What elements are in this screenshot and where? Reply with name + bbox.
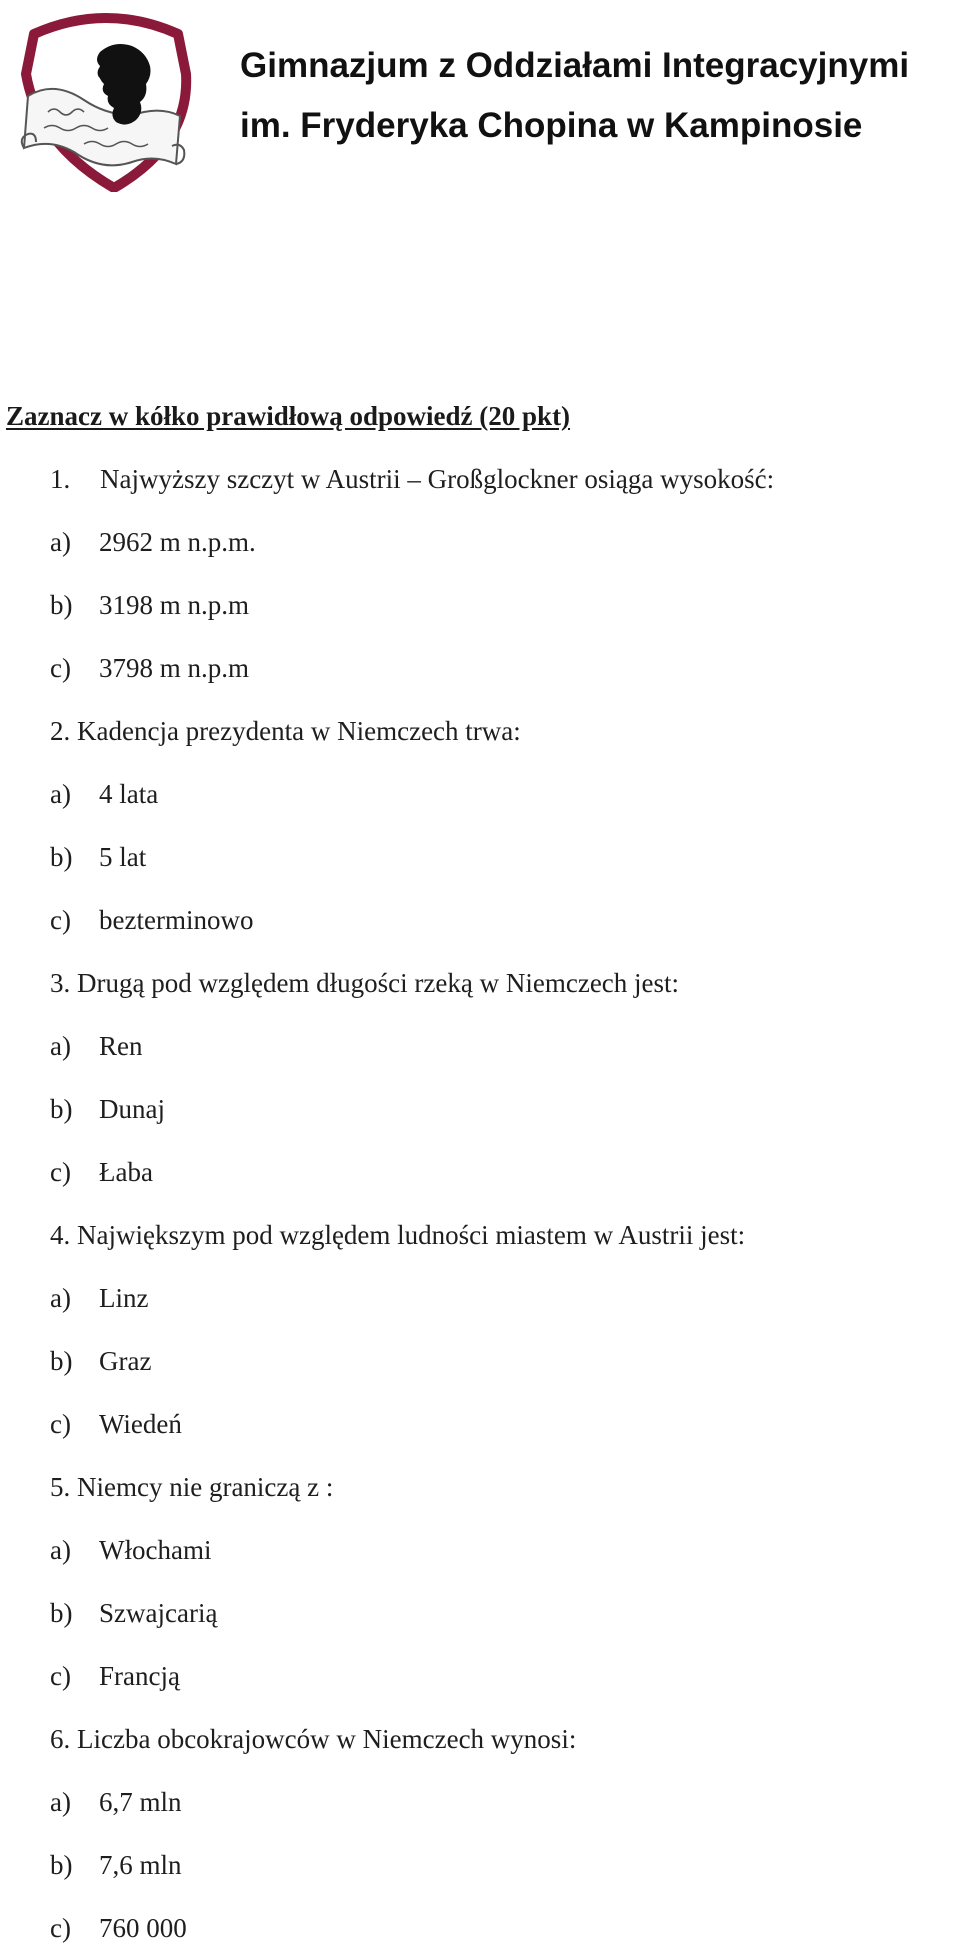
instruction-heading: Zaznacz w kółko prawidłową odpowiedź (20 pkt) (6, 401, 571, 431)
answer-option: Linz (99, 1283, 149, 1313)
question-text: Kadencja prezydenta w Niemczech trwa: (77, 716, 521, 746)
question-text: Największym pod względem ludności miastem w Austrii jest: (77, 1220, 746, 1250)
question-line (50, 715, 521, 747)
answer-option: 5 lat (99, 842, 147, 872)
question-text: Niemcy nie graniczą z : (77, 1472, 334, 1502)
question-number: 6. (50, 1724, 71, 1754)
answer-option: 760 000 (99, 1913, 187, 1943)
question-line (50, 1471, 333, 1503)
question-text: Liczba obcokrajowców w Niemczech wynosi: (77, 1724, 577, 1754)
option-letter: b) (50, 1346, 73, 1376)
answer-option: bezterminowo (99, 905, 254, 935)
option-letter: c) (50, 905, 71, 935)
question-number: 2. (50, 716, 71, 746)
option-letter: c) (50, 1409, 71, 1439)
answer-option: 4 lata (99, 779, 159, 809)
school-name-line-1: Gimnazjum z Oddziałami Integracyjnymi (240, 46, 910, 85)
answer-option: 6,7 mln (99, 1787, 182, 1817)
answer-option: Dunaj (99, 1094, 165, 1124)
question-number: 5. (50, 1472, 71, 1502)
option-letter: a) (50, 1283, 71, 1313)
school-name-line-2: im. Fryderyka Chopina w Kampinosie (240, 106, 863, 145)
option-letter: a) (50, 1787, 71, 1817)
answer-option: 3198 m n.p.m (99, 590, 250, 620)
option-letter: a) (50, 779, 71, 809)
question-text: Drugą pod względem długości rzeką w Niemczech jest: (77, 968, 680, 998)
option-letter: c) (50, 653, 71, 683)
option-letter: c) (50, 1661, 71, 1691)
answer-option: Francją (99, 1661, 180, 1691)
option-letter: a) (50, 527, 71, 557)
answer-option: Ren (99, 1031, 143, 1061)
answer-option: Szwajcarią (99, 1598, 218, 1628)
question-number: 4. (50, 1220, 71, 1250)
question-number: 1. (50, 464, 71, 494)
answer-option: Łaba (99, 1157, 153, 1187)
question-text: Najwyższy szczyt w Austrii – Großglockner osiąga wysokość: (100, 464, 775, 494)
answer-option: Włochami (99, 1535, 212, 1565)
question-line (50, 1723, 576, 1755)
answer-option: 3798 m n.p.m (99, 653, 250, 683)
option-letter: b) (50, 590, 73, 620)
question-line (50, 1219, 745, 1251)
school-emblem-icon (14, 4, 198, 192)
question-number: 3. (50, 968, 71, 998)
option-letter: b) (50, 1850, 73, 1880)
school-name (240, 36, 960, 156)
answer-option: 7,6 mln (99, 1850, 182, 1880)
option-letter: b) (50, 1598, 73, 1628)
answer-option: 2962 m n.p.m. (99, 527, 256, 557)
answer-option: Graz (99, 1346, 152, 1376)
option-letter: c) (50, 1157, 71, 1187)
question-line (50, 967, 679, 999)
option-letter: b) (50, 842, 73, 872)
option-letter: a) (50, 1031, 71, 1061)
answer-option: Wiedeń (99, 1409, 182, 1439)
option-letter: c) (50, 1913, 71, 1943)
school-logo (14, 4, 198, 192)
option-letter: b) (50, 1094, 73, 1124)
option-letter: a) (50, 1535, 71, 1565)
